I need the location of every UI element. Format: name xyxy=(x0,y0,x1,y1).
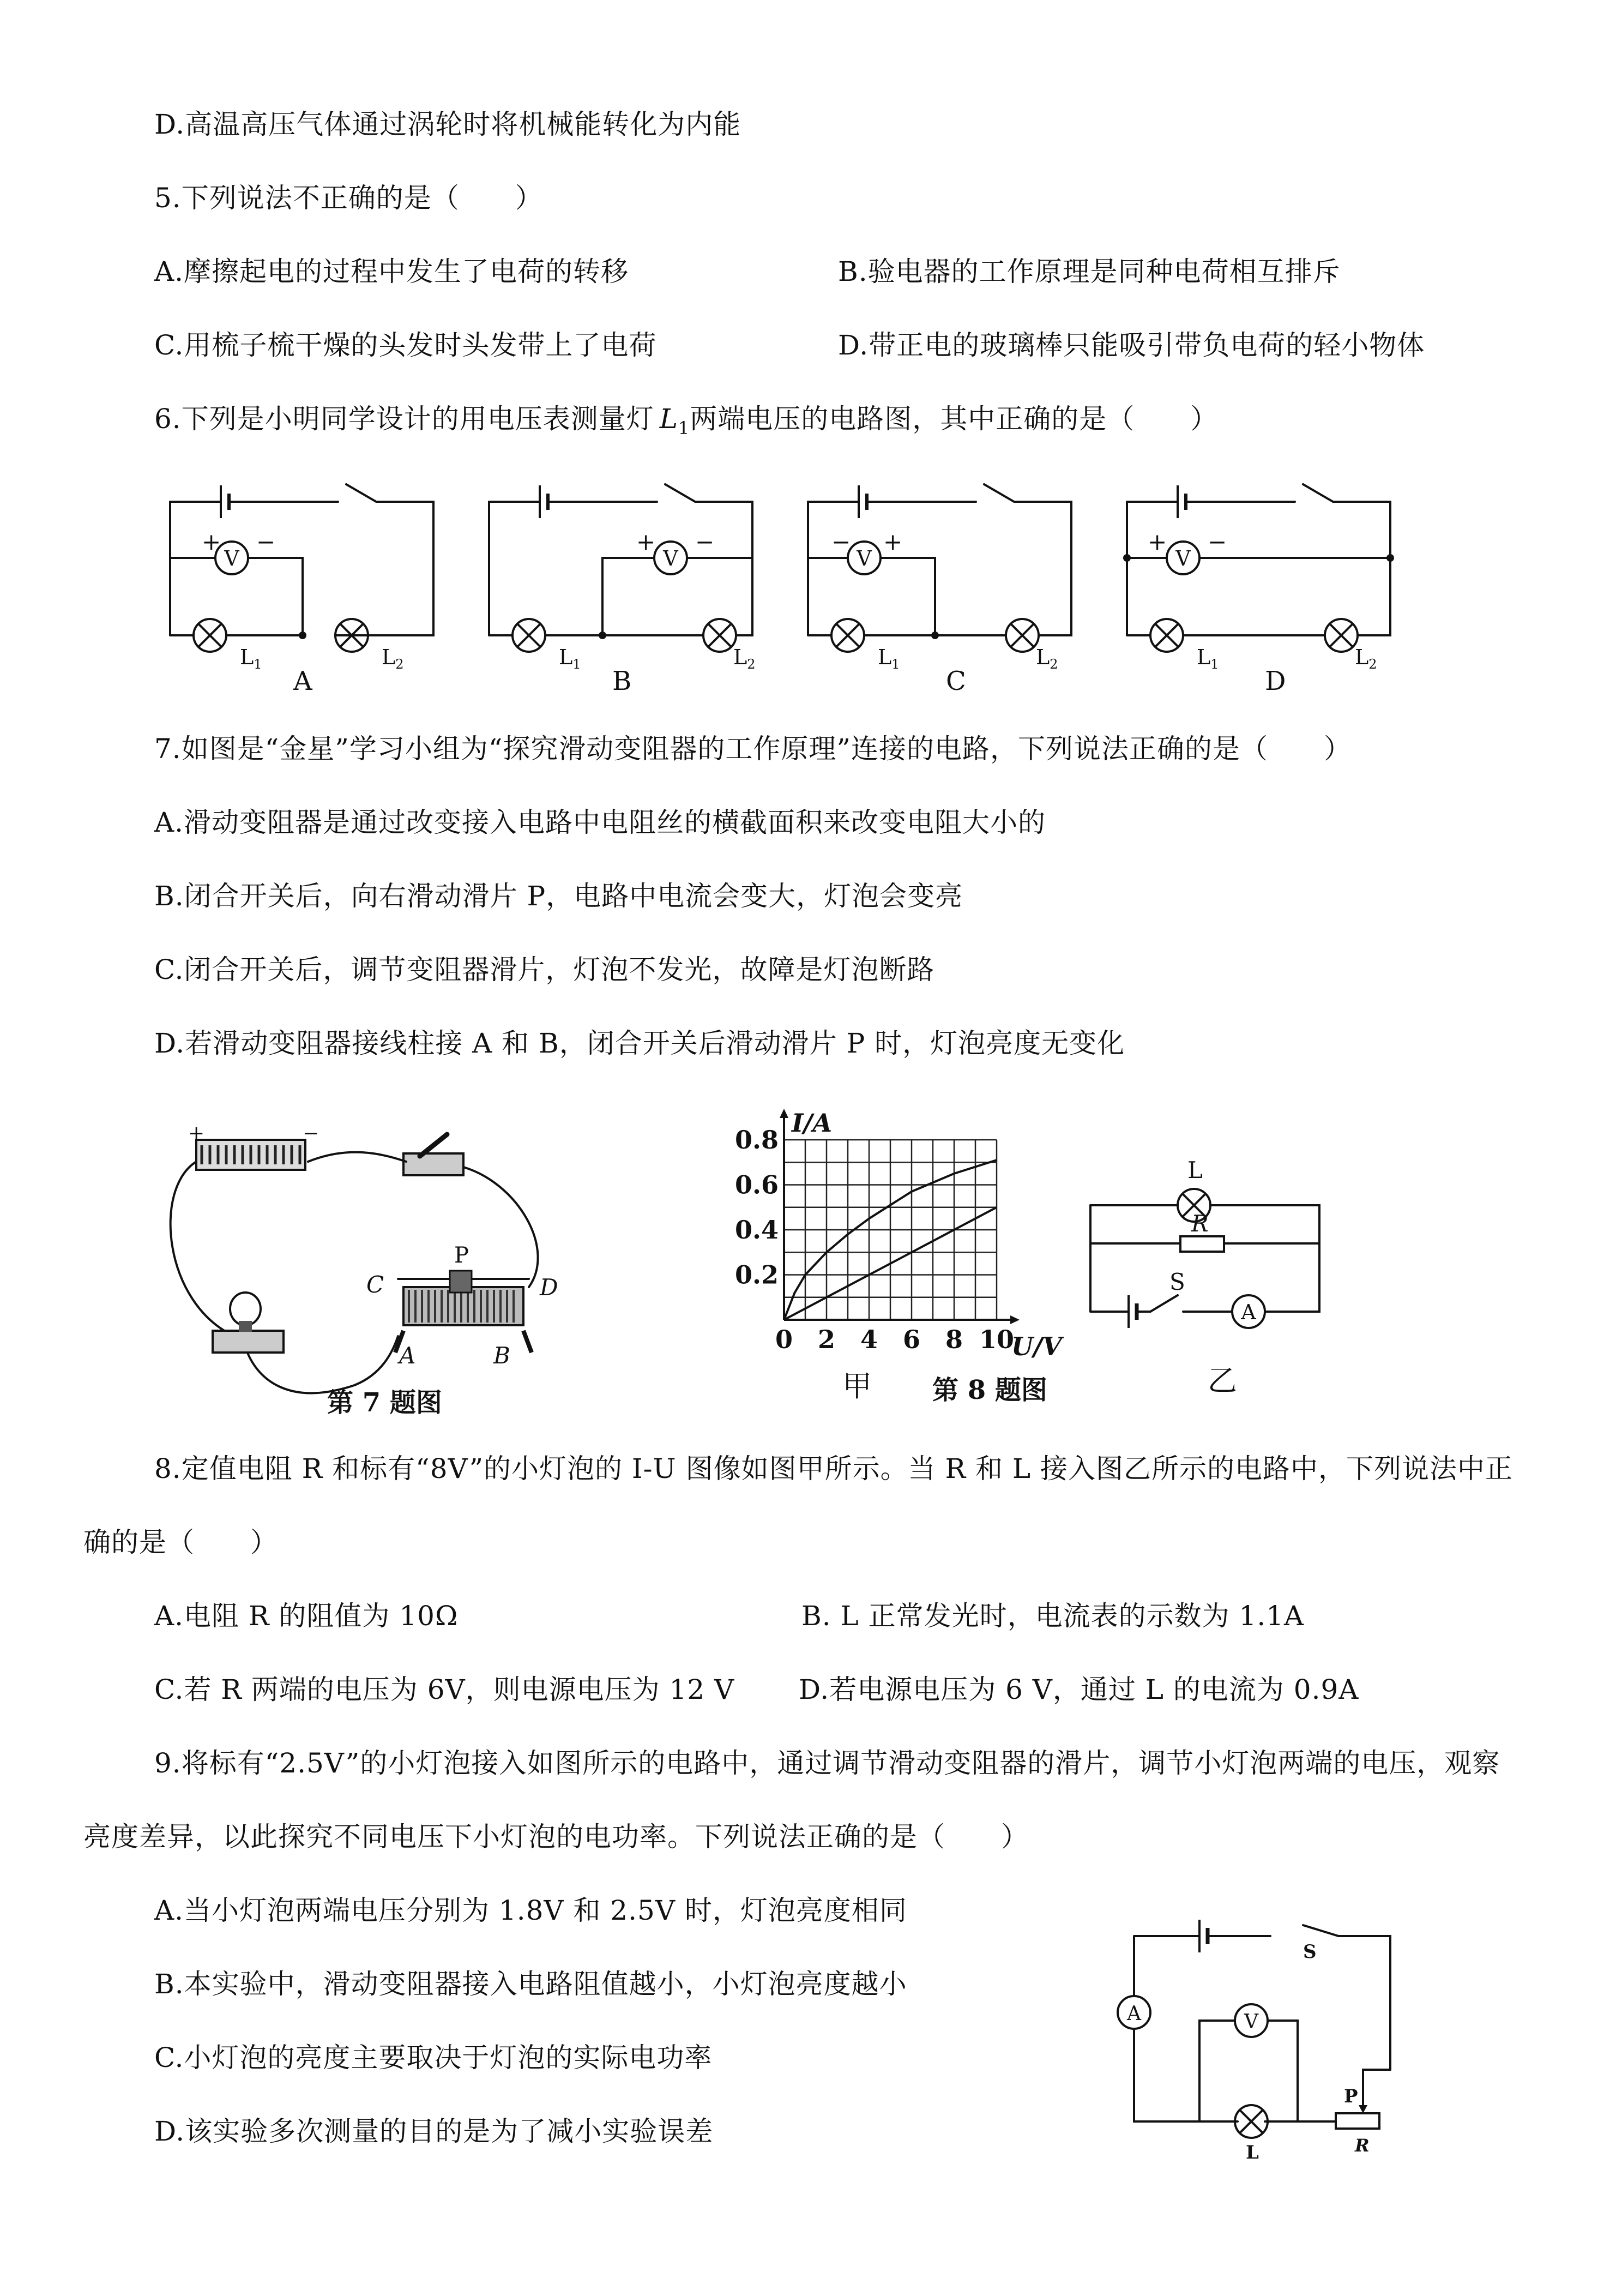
svg-text:P: P xyxy=(1344,2085,1358,2107)
svg-text:−: − xyxy=(1208,528,1227,555)
y-axis-label: I/A xyxy=(792,1108,833,1138)
svg-text:V: V xyxy=(224,546,239,570)
bulb-icon xyxy=(230,1293,261,1325)
slider-resistor-icon xyxy=(1336,2113,1379,2129)
q5-option-a: A.摩擦起电的过程中发生了电荷的转移 xyxy=(154,256,629,287)
q5-option-d: D.带正电的玻璃棒只能吸引带负电荷的轻小物体 xyxy=(838,329,1425,361)
q8-option-a: A.电阻 R 的阻值为 10Ω xyxy=(154,1600,459,1632)
svg-text:A: A xyxy=(1127,2003,1141,2025)
q6-circuit-figures xyxy=(158,469,1396,704)
q5-stem: 5.下列说法不正确的是（ ） xyxy=(154,182,543,214)
svg-text:−: − xyxy=(695,528,715,555)
resistor-icon xyxy=(1180,1236,1224,1252)
svg-text:+: + xyxy=(188,1122,205,1145)
svg-text:V: V xyxy=(857,546,872,570)
svg-text:第 7 题图: 第 7 题图 xyxy=(327,1387,442,1418)
switch-icon xyxy=(403,1153,463,1175)
svg-text:L1: $L_1$ xyxy=(559,645,581,672)
svg-text:L2: $L_2$ xyxy=(733,645,756,672)
svg-text:L2: $L_2$ xyxy=(1036,645,1058,672)
svg-text:V: V xyxy=(663,546,678,570)
svg-text:L: L xyxy=(1187,1157,1203,1183)
svg-text:B: B xyxy=(493,1342,510,1369)
q5-option-c: C.用梳子梳干燥的头发时头发带上了电荷 xyxy=(154,329,657,361)
svg-text:−: − xyxy=(831,528,851,555)
lamp-label: $L_1$ xyxy=(240,645,262,672)
q8-figure-caption: 第 8 题图 xyxy=(932,1375,1047,1405)
q4-option-d: D.高温高压气体通过涡轮时将机械能转化为内能 xyxy=(154,109,741,140)
svg-text:L2: $L_2$ xyxy=(1355,645,1377,672)
svg-text:+: + xyxy=(202,528,221,555)
q9-option-a: A.当小灯泡两端电压分别为 1.8V 和 2.5V 时，灯泡亮度相同 xyxy=(154,1895,907,1926)
y-tick-label: 0.2 xyxy=(734,1260,779,1290)
lamp-base xyxy=(213,1331,284,1353)
q9-stem-line1: 9.将标有“2.5V”的小灯泡接入如图所示的电路中，通过调节滑动变阻器的滑片，调节小灯泡两端的电压，观察 xyxy=(154,1747,1500,1779)
x-tick-label: 4 xyxy=(860,1325,878,1354)
q7-option-a: A.滑动变阻器是通过改变接入电路中电阻丝的横截面积来改变电阻大小的 xyxy=(154,807,1046,838)
q9-option-b: B.本实验中，滑动变阻器接入电路阻值越小，小灯泡亮度越小 xyxy=(154,1968,907,2000)
x-tick-label: 8 xyxy=(945,1325,963,1354)
q6-circuit-b xyxy=(489,484,756,696)
svg-text:C: C xyxy=(946,666,966,696)
q8-option-c: C.若 R 两端的电压为 6V，则电源电压为 12 V xyxy=(154,1674,735,1705)
svg-text:B: B xyxy=(612,666,632,696)
q9-circuit xyxy=(1123,1920,1428,2163)
x-axis-arrow xyxy=(1010,1315,1020,1324)
svg-text:+: + xyxy=(1148,528,1167,555)
svg-text:−: − xyxy=(256,528,276,555)
q7-stem: 7.如图是“金星”学习小组为“探究滑动变阻器的工作原理”连接的电路，下列说法正确的是（ ） xyxy=(154,733,1352,765)
q9-option-c: C.小灯泡的亮度主要取决于灯泡的实际电功率 xyxy=(154,2042,713,2073)
svg-text:D: D xyxy=(540,1274,558,1301)
x-tick-label: 6 xyxy=(902,1325,921,1354)
svg-text:V: V xyxy=(1175,546,1191,570)
svg-text:S: S xyxy=(1169,1269,1185,1295)
q8-circuit xyxy=(1085,1157,1336,1434)
q6-circuit-d xyxy=(1123,484,1394,696)
svg-text:L: L xyxy=(1246,2142,1259,2163)
q8-stem-line2: 确的是（ ） xyxy=(83,1526,278,1558)
svg-text:L1: $L_1$ xyxy=(878,645,900,672)
q5-option-b: B.验电器的工作原理是同种电荷相互排斥 xyxy=(838,256,1341,287)
y-tick-label: 0.6 xyxy=(734,1170,779,1200)
y-axis-arrow xyxy=(780,1109,788,1118)
x-tick-label: 2 xyxy=(817,1325,836,1354)
q8-iu-chart xyxy=(725,1102,1074,1418)
svg-text:R: R xyxy=(1191,1210,1209,1237)
x-tick-label: 10 xyxy=(979,1325,1015,1354)
svg-text:+: + xyxy=(883,528,903,555)
svg-text:R: R xyxy=(1355,2135,1370,2156)
chart-label: 甲 xyxy=(842,1369,872,1403)
y-tick-label: 0.4 xyxy=(734,1215,779,1245)
svg-text:D: D xyxy=(1265,666,1286,696)
x-tick-label: 0 xyxy=(775,1325,793,1354)
svg-text:P: P xyxy=(454,1243,469,1268)
svg-text:L1: $L_1$ xyxy=(1197,645,1219,672)
q7-option-c: C.闭合开关后，调节变阻器滑片，灯泡不发光，故障是灯泡断路 xyxy=(154,954,935,985)
svg-text:V: V xyxy=(1244,2011,1258,2033)
q7-option-d: D.若滑动变阻器接线柱接 A 和 B，闭合开关后滑动滑片 P 时，灯泡亮度无变化 xyxy=(154,1027,1125,1059)
svg-text:L2: $L_2$ xyxy=(382,645,404,672)
svg-text:S: S xyxy=(1303,1941,1317,1963)
svg-text:A: A xyxy=(399,1342,416,1369)
q9-stem-line2: 亮度差异，以此探究不同电压下小灯泡的电功率。下列说法正确的是（ ） xyxy=(83,1821,1029,1853)
q8-stem-line1: 8.定值电阻 R 和标有“8V”的小灯泡的 I-U 图像如图甲所示。当 R 和 L 接入图乙所示的电路中，下列说法中正 xyxy=(154,1453,1514,1484)
svg-text:−: − xyxy=(303,1122,319,1145)
svg-text:+: + xyxy=(636,528,656,555)
q7-figure xyxy=(164,1123,632,1429)
q7-option-b: B.闭合开关后，向右滑动滑片 P，电路中电流会变大，灯泡会变亮 xyxy=(154,880,963,912)
q6-circuit-c xyxy=(808,484,1071,696)
y-tick-label: 0.8 xyxy=(734,1125,779,1155)
svg-text:C: C xyxy=(366,1271,384,1298)
q9-option-d: D.该实验多次测量的目的是为了减小实验误差 xyxy=(154,2115,714,2147)
q8-option-d: D.若电源电压为 6 V，通过 L 的电流为 0.9A xyxy=(799,1674,1359,1705)
svg-text:A: A xyxy=(1241,1300,1256,1324)
x-axis-label: U/V xyxy=(1011,1332,1062,1361)
q6-stem: 6.下列是小明同学设计的用电压表测量灯 $L_1$两端电压的电路图，其中正确的是（ ） xyxy=(154,403,1219,438)
q6-circuit-a xyxy=(170,484,433,696)
circuit-label: 乙 xyxy=(1208,1363,1237,1398)
q8-option-b: B. L 正常发光时，电流表的示数为 1.1A xyxy=(801,1600,1305,1632)
svg-text:A: A xyxy=(293,666,312,696)
